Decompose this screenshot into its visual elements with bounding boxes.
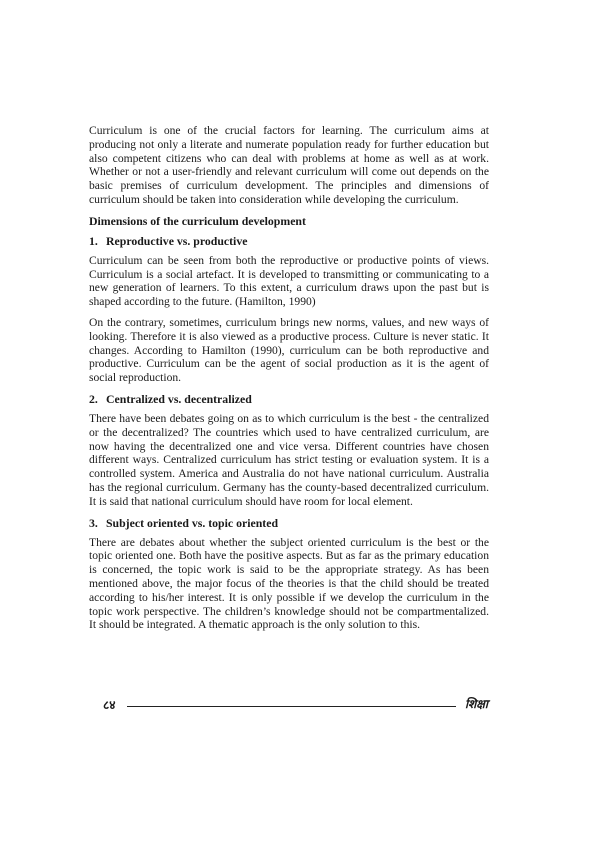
intro-paragraph: Curriculum is one of the crucial factors for learning. The curriculum aims at producing not only a literate and numerate population ready for further education but also competent citizens who can deal with problems at home as well as at work. Whether or not a user-friendly and relevant curriculum will come out depends on the basic premises of curriculum development. The principles and dimensions of curriculum should be taken into consideration while developing the curriculum. — [89, 124, 489, 206]
main-heading: Dimensions of the curriculum development — [89, 213, 306, 228]
section-1-paragraph-2: On the contrary, sometimes, curriculum brings new norms, values, and new ways of looking. Therefore it is also viewed as a productive process. Culture is never static. It changes. According to Hamilton (1990), curriculum can be both reproductive and productive. Curriculum can be the agent of social production as it is the agent of social reproduction. — [89, 315, 489, 385]
section-2-paragraph-1: There have been debates going on as to which curriculum is the best - the centralized or the decentralized? The countries which used to have centralized curriculum, are now having the decentralized one and vice versa. Different countries have chosen different ways. Centralized curriculum has strict testing or evaluation system. It is a controlled system. America and Australia do not have national curriculum. Australia has the regional curriculum. Germany has the county-based decentralized curriculum. It is said that national curriculum should have room for local element. — [89, 411, 489, 508]
footer-rule — [127, 706, 456, 707]
section-number: 2. — [89, 391, 98, 406]
document-body — [89, 124, 489, 639]
page-number: ८४ — [103, 698, 116, 712]
section-title: Subject oriented vs. topic oriented — [106, 515, 279, 530]
section-1-paragraph-1: Curriculum can be seen from both the reproductive or productive points of views. Curriculum is a social artefact. It is developed to transmitting or communicating to a new generation of learners. To this extent, a curriculum draws upon the past but is shaped according to the future. (Hamilton, 1990) — [89, 253, 489, 309]
section-heading-1 — [89, 234, 489, 248]
section-heading-2 — [89, 392, 489, 406]
section-heading-3 — [89, 516, 489, 530]
section-3-paragraph-1: There are debates about whether the subject oriented curriculum is the best or the topic oriented one. Both have the positive aspects. But as far as the primary education is concerned, the topic work is said to be the appropriate strategy. As has been mentioned above, the major focus of the theories is that the child should be treated according to his/her interest. It is only possible if we develop the curriculum in the topic work perspective. The children’s knowledge should not be compartmentalized. It should be integrated. A thematic approach is the only solution to this. — [89, 535, 489, 632]
section-title: Centralized vs. decentralized — [106, 391, 252, 406]
section-number: 3. — [89, 515, 98, 530]
page-footer — [103, 697, 513, 717]
section-number: 1. — [89, 233, 98, 248]
running-title: शिक्षा — [465, 697, 488, 711]
section-title: Reproductive vs. productive — [106, 233, 248, 248]
